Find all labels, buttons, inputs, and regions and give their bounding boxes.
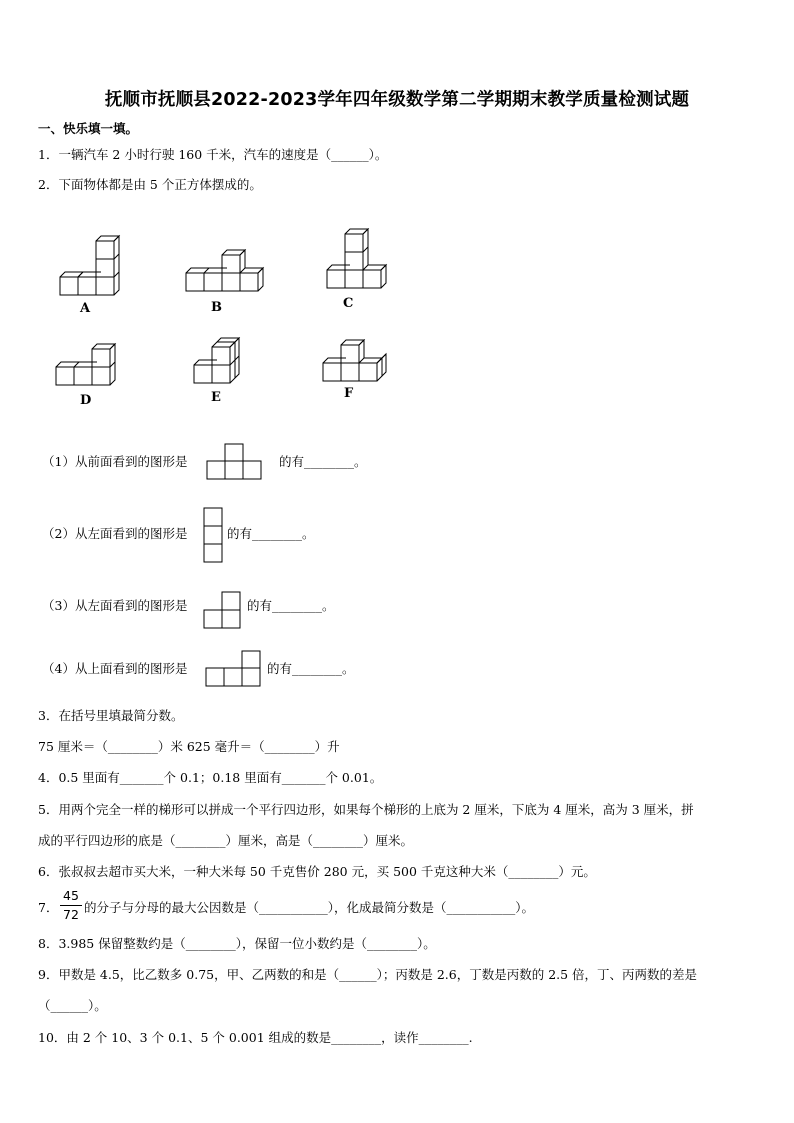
top-view-diagram [205,650,263,688]
question-5-line-2: 成的平行四边形的底是（________）厘米，高是（________）厘米。 [38,833,414,848]
question-2-4-suffix: 的有________。 [267,661,355,676]
section-heading: 一、快乐填一填。 [38,121,139,136]
block-figure-f [319,339,393,387]
question-9-line-1: 9．甲数是 4.5，比乙数多 0.75，甲、乙两数的和是（______）；丙数是 2.6，丁数是丙数的 2.5 倍，丁、丙两数的差是 [38,967,698,982]
question-2-3-suffix: 的有________。 [247,598,335,613]
question-2: 2．下面物体都是由 5 个正方体摆成的。 [38,177,262,192]
block-label-c: C [343,296,354,311]
page-title: 抚顺市抚顺县2022-2023学年四年级数学第二学期期末教学质量检测试题 [104,90,690,110]
block-figure-a [56,232,126,300]
left-view-diagram-2 [203,591,243,631]
fraction-45-72 [60,888,82,923]
question-4: 4．0.5 里面有_______个 0.1；0.18 里面有_______个 0.01。 [38,770,383,785]
left-view-diagram-1 [203,506,225,564]
question-9-line-2: （______）。 [38,998,107,1013]
question-1: 1．一辆汽车 2 小时行驶 160 千米，汽车的速度是（______）。 [38,147,388,162]
block-label-f: F [344,386,354,401]
block-figure-b [182,249,268,297]
block-figure-e [190,337,246,389]
question-2-2-prefix: （2）从左面看到的图形是 [42,526,188,541]
question-7-label: 7． [38,900,59,915]
fraction-denominator: 72 [63,907,79,922]
block-label-d: D [80,393,92,408]
question-7-text: 的分子与分母的最大公因数是（___________），化成最简分数是（___________）。 [84,900,535,915]
question-3: 3．在括号里填最简分数。 [38,708,184,723]
block-figure-c [323,228,389,294]
question-2-4-prefix: （4）从上面看到的图形是 [42,661,188,676]
block-label-e: E [211,390,221,405]
question-3-blanks: 75 厘米＝（________）米 625 毫升＝（________）升 [38,739,340,754]
fraction-bar [60,905,82,906]
block-label-a: A [80,301,91,316]
block-label-b: B [211,300,222,315]
question-2-1-suffix: 的有________。 [279,454,367,469]
fraction-numerator: 45 [63,888,79,903]
question-6: 6．张叔叔去超市买大米，一种大米每 50 千克售价 280 元，买 500 千克这种大米（________）元。 [38,864,596,879]
question-2-3-prefix: （3）从左面看到的图形是 [42,598,188,613]
question-2-2-suffix: 的有________。 [227,526,315,541]
front-view-diagram [206,443,264,481]
block-figure-d [52,343,122,391]
question-2-1-prefix: （1）从前面看到的图形是 [42,454,188,469]
question-5-line-1: 5．用两个完全一样的梯形可以拼成一个平行四边形，如果每个梯形的上底为 2 厘米，下底为 4 厘米，高为 3 厘米，拼 [38,802,694,817]
question-10: 10．由 2 个 10、3 个 0.1、5 个 0.001 组成的数是________，读作________. [38,1030,473,1045]
question-8: 8．3.985 保留整数约是（________），保留一位小数约是（________）。 [38,936,436,951]
